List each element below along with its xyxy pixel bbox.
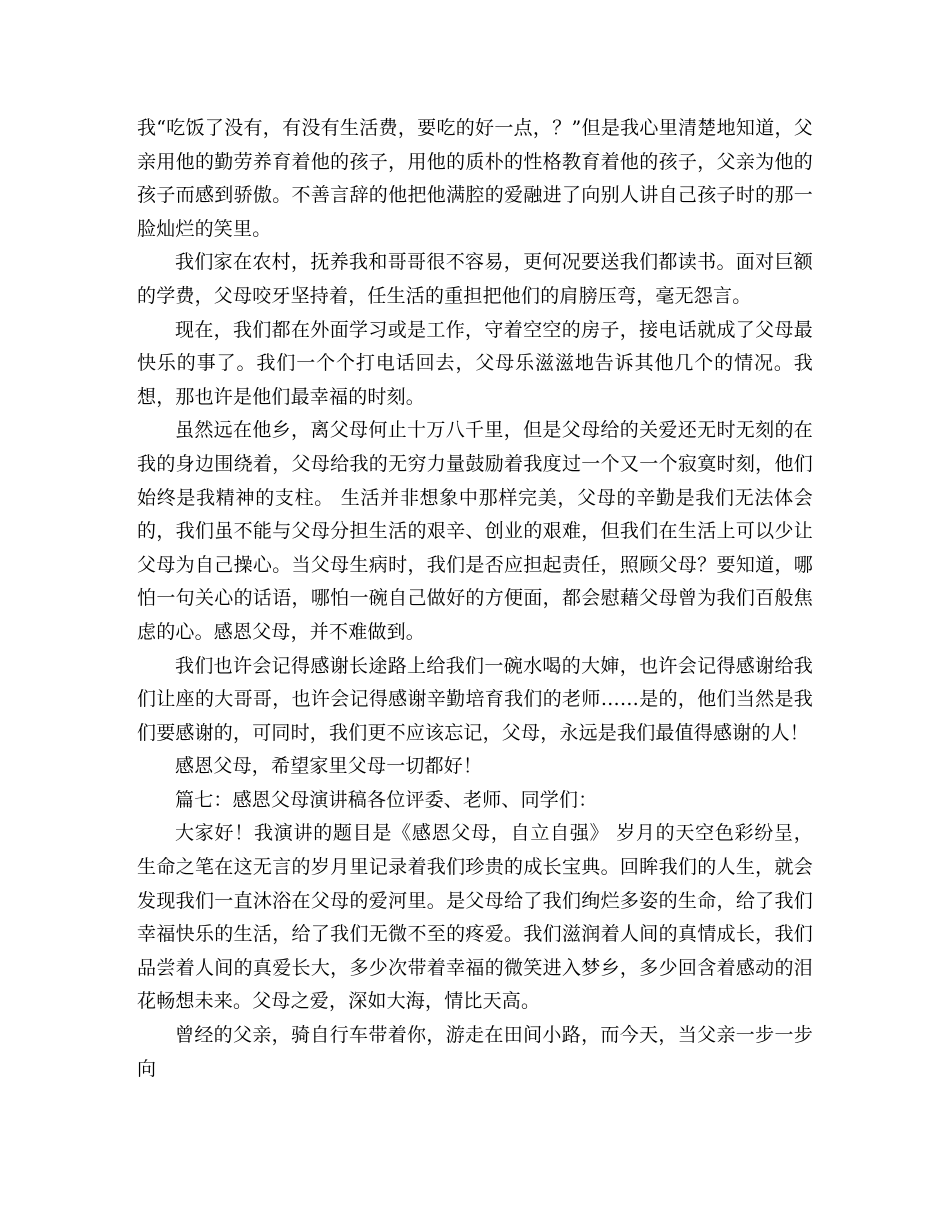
paragraph-1: 我“吃饭了没有，有没有生活费，要吃的好一点，？”但是我心里清楚地知道，父亲用他的勤劳养育着他的孩子，用他的质朴的性格教育着他的孩子，父亲为他的孩子而感到骄傲。不善言辞的他把他满腔的爱融进了向别人讲自己孩子时的那一脸灿烂的笑里。 [137,117,813,240]
paragraph-6: 感恩父母，希望家里父母一切都好！ [175,755,483,778]
paragraph-3: 现在，我们都在外面学习或是工作，守着空空的房子，接电话就成了父母最快乐的事了。我们一个个打电话回去，父母乐滋滋地告诉其他几个的情况。我想，那也许是他们最幸福的时刻。 [137,318,813,408]
section-heading: 篇七：感恩父母演讲稿各位评委、老师、同学们： [175,788,598,811]
paragraph-9: 曾经的父亲，骑自行车带着你，游走在田间小路，而今天，当父亲一步一步向 [137,1024,813,1080]
document-page [137,112,813,1086]
paragraph-5: 我们也许会记得感谢长途路上给我们一碗水喝的大婶，也许会记得感谢给我们让座的大哥哥，也许会记得感谢辛勤培育我们的老师……是的，他们当然是我们要感谢的，可同时，我们更不应该忘记，父母，永远是我们最值得感谢的人！ [137,654,813,744]
paragraph-8: 大家好！我演讲的题目是《感恩父母，自立自强》 岁月的天空色彩纷呈，生命之笔在这无言的岁月里记录着我们珍贵的成长宝典。回眸我们的人生，就会发现我们一直沐浴在父母的爱河里。是父母给了我们绚烂多姿的生命，给了我们幸福快乐的生活，给了我们无微不至的疼爱。我们滋润着人间的真情成长，我们品尝着人间的真爱长大，多少次带着幸福的微笑进入梦乡，多少回含着感动的泪花畅想未来。父母之爱，深如大海，情比天高。 [137,822,813,1013]
paragraph-4: 虽然远在他乡，离父母何止十万八千里，但是父母给的关爱还无时无刻的在我的身边围绕着，父母给我的无穷力量鼓励着我度过一个又一个寂寞时刻，他们始终是我精神的支柱。 生活并非想象中那样完美，父母的辛勤是我们无法体会的，我们虽不能与父母分担生活的艰辛、创业的艰难，但我们在生活上可以少让父母为自己操心。当父母生病时，我们是否应担起责任，照顾父母？要知道，哪怕一句关心的话语，哪怕一碗自己做好的方便面，都会慰藉父母曾为我们百般焦虑的心。感恩父母，并不难做到。 [137,419,813,643]
paragraph-2: 我们家在农村，抚养我和哥哥很不容易，更何况要送我们都读书。面对巨额的学费，父母咬牙坚持着，任生活的重担把他们的肩膀压弯，毫无怨言。 [137,251,813,307]
